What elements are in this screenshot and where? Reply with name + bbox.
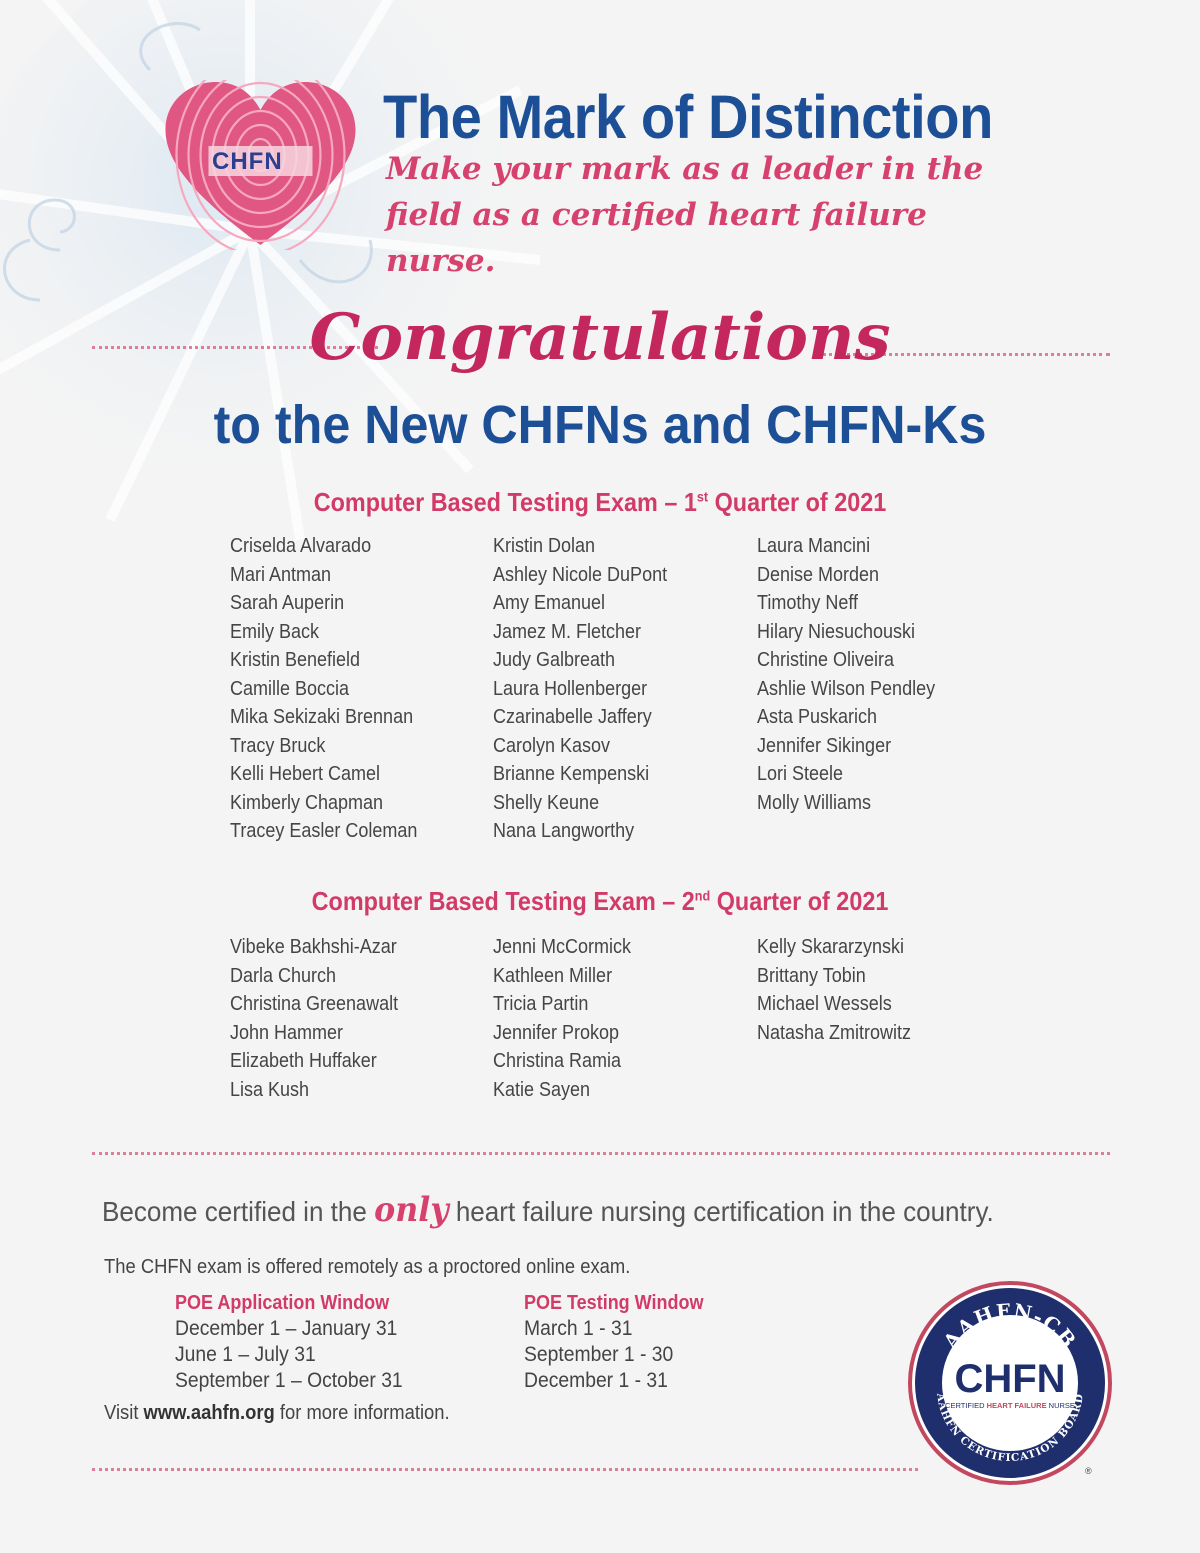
name-list-item: Kelly Skararzynski xyxy=(757,936,905,958)
application-window-block xyxy=(175,1290,422,1394)
name-list-item: Kristin Benefield xyxy=(230,649,361,671)
name-list-item: Nana Langworthy xyxy=(493,820,635,842)
date-range-item: December 1 - 31 xyxy=(524,1369,668,1392)
q1-section-heading: Computer Based Testing Exam – 1st Quarter of 2021 xyxy=(313,487,887,517)
congratulations-heading: Congratulations xyxy=(309,300,891,375)
name-list-item: Ashlie Wilson Pendley xyxy=(757,677,936,700)
q2-names-column-1 xyxy=(230,933,417,1104)
application-window-title: POE Application Window xyxy=(175,1292,390,1314)
name-list-item: Kristin Dolan xyxy=(493,535,596,557)
name-list-item: Tracy Bruck xyxy=(230,734,326,757)
tagline: Make your mark as a leader in the field as a certified heart failure nurse. xyxy=(386,151,984,279)
name-list-item: Christina Ramia xyxy=(493,1050,622,1072)
name-list-item: Elizabeth Huffaker xyxy=(230,1050,377,1072)
date-range-item: September 1 - 30 xyxy=(524,1343,674,1366)
date-range-item: September 1 – October 31 xyxy=(175,1369,403,1392)
name-list-item: Jennifer Prokop xyxy=(493,1021,620,1044)
name-list-item: Jennifer Sikinger xyxy=(757,734,892,757)
become-certified-line: Become certified in the only heart failure nursing certification in the country. xyxy=(102,1190,994,1230)
name-list-item: Timothy Neff xyxy=(757,592,859,614)
name-list-item: Tricia Partin xyxy=(493,993,589,1015)
name-list-item: Jenni McCormick xyxy=(493,936,632,958)
name-list-item: John Hammer xyxy=(230,1021,344,1044)
name-list-item: Kelli Hebert Camel xyxy=(230,763,381,785)
q2-section-heading: Computer Based Testing Exam – 2nd Quarter of 2021 xyxy=(311,886,889,916)
seal-subtext: CERTIFIED HEART FAILURE NURSE xyxy=(945,1401,1075,1410)
testing-window-block xyxy=(524,1290,723,1394)
main-title: The Mark of Distinction xyxy=(383,83,993,151)
name-list-item: Amy Emanuel xyxy=(493,592,606,614)
name-list-item: Camille Boccia xyxy=(230,677,350,700)
name-list-item: Mari Antman xyxy=(230,563,332,586)
date-range-item: June 1 – July 31 xyxy=(175,1343,316,1366)
name-list-item: Emily Back xyxy=(230,620,320,643)
name-list-item: Hilary Niesuchouski xyxy=(757,620,916,643)
name-list-item: Jamez M. Fletcher xyxy=(493,620,642,643)
name-list-item: Lori Steele xyxy=(757,763,844,785)
name-list-item: Ashley Nicole DuPont xyxy=(493,563,668,586)
name-list-item: Sarah Auperin xyxy=(230,592,345,614)
dotted-divider-middle xyxy=(92,1152,1110,1155)
name-list-item: Vibeke Bakhshi-Azar xyxy=(230,936,397,958)
name-list-item: Molly Williams xyxy=(757,791,872,814)
name-list-item: Darla Church xyxy=(230,964,337,987)
name-list-item: Brittany Tobin xyxy=(757,964,866,987)
name-list-item: Asta Puskarich xyxy=(757,706,878,728)
q2-names-column-2 xyxy=(493,933,646,1104)
website-link[interactable]: www.aahfn.org xyxy=(143,1402,275,1424)
testing-window-title: POE Testing Window xyxy=(524,1292,704,1314)
name-list-item: Christina Greenawalt xyxy=(230,993,399,1015)
q1-names-column-2 xyxy=(493,532,686,846)
name-list-item: Christine Oliveira xyxy=(757,649,895,671)
q1-names-column-3 xyxy=(757,532,955,817)
name-list-item: Kimberly Chapman xyxy=(230,791,384,814)
visit-website-line: Visit www.aahfn.org for more information. xyxy=(104,1402,450,1424)
name-list-item: Carolyn Kasov xyxy=(493,734,611,757)
name-list-item: Mika Sekizaki Brennan xyxy=(230,706,414,728)
chfn-certification-seal xyxy=(905,1278,1115,1488)
name-list-item: Kathleen Miller xyxy=(493,964,613,987)
name-list-item: Shelly Keune xyxy=(493,791,600,814)
name-list-item: Katie Sayen xyxy=(493,1078,591,1101)
seal-bottom-text: AAHFN CERTIFICATION BOARD xyxy=(934,1392,1086,1465)
name-list-item: Lisa Kush xyxy=(230,1078,310,1101)
date-range-item: December 1 – January 31 xyxy=(175,1317,398,1340)
seal-top-text: AAHFN-CB xyxy=(938,1298,1082,1354)
application-window-dates xyxy=(175,1316,422,1394)
name-list-item: Laura Mancini xyxy=(757,535,871,557)
name-list-item: Natasha Zmitrowitz xyxy=(757,1021,912,1044)
name-list-item: Judy Galbreath xyxy=(493,649,616,671)
dotted-divider-bottom xyxy=(92,1468,918,1471)
q1-names-column-1 xyxy=(230,532,438,846)
exam-offered-text: The CHFN exam is offered remotely as a proctored online exam. xyxy=(104,1256,631,1278)
q2-names-column-3 xyxy=(757,933,928,1047)
name-list-item: Michael Wessels xyxy=(757,993,892,1015)
congratulations-subtitle: to the New CHFNs and CHFN-Ks xyxy=(213,395,987,455)
name-list-item: Laura Hollenberger xyxy=(493,677,648,700)
name-list-item: Czarinabelle Jaffery xyxy=(493,706,652,728)
name-list-item: Tracey Easler Coleman xyxy=(230,820,418,842)
name-list-item: Denise Morden xyxy=(757,563,880,586)
testing-window-dates xyxy=(524,1316,723,1394)
heart-logo-text: CHFN xyxy=(212,148,283,175)
name-list-item: Brianne Kempenski xyxy=(493,763,650,785)
date-range-item: March 1 - 31 xyxy=(524,1317,633,1340)
seal-center-text: CHFN xyxy=(954,1357,1066,1401)
registered-mark: ® xyxy=(1085,1466,1092,1476)
name-list-item: Criselda Alvarado xyxy=(230,535,372,557)
